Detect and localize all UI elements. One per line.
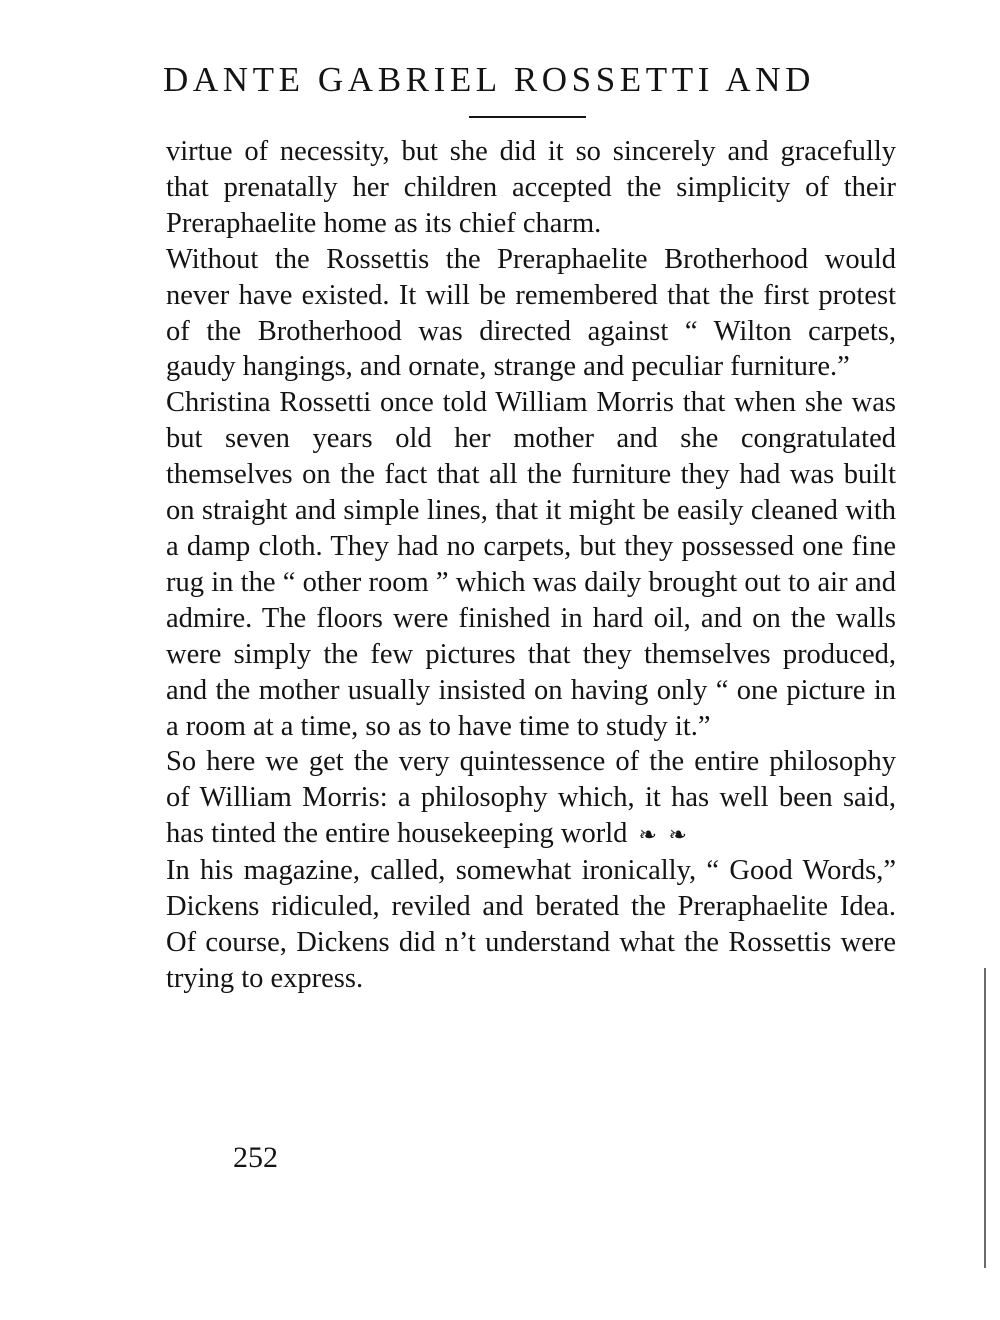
paragraph: Without the Rossettis the Preraphaelite Brotherhood would never have existed. It will be remembered that the first protest of the Brotherhood was directed against “ Wilton carpets, gaudy hangings, and ornate, strange and peculiar furniture.” xyxy=(166,243,896,383)
header-rule xyxy=(469,116,586,118)
page-number: 252 xyxy=(233,1141,278,1174)
paragraph-text: So here we get the very quintessence of the entire philosophy of William Morris: a philosophy which, it has well been said, has tinted the entire housekeeping world xyxy=(166,746,896,850)
running-head: DANTE GABRIEL ROSSETTI AND xyxy=(163,60,816,99)
scan-edge-line xyxy=(984,968,986,1268)
paragraph-with-ornament xyxy=(166,744,896,853)
body-text xyxy=(166,134,896,997)
fleuron-ornament-icon: ❧ ❧ xyxy=(638,822,690,848)
paragraph: In his magazine, called, somewhat ironically, “ Good Words,” Dickens ridiculed, reviled and berated the Preraphaelite Idea. Of course, Dickens did n’t understand what the Rossettis were trying to express. xyxy=(166,855,896,994)
paragraph: virtue of necessity, but she did it so sincerely and gracefully that prenatally her children accepted the simplicity of their Preraphaelite home as its chief charm. xyxy=(166,136,896,239)
paragraph: Christina Rossetti once told William Morris that when she was but seven years old her mother and she congratulated themselves on the fact that all the furniture they had was built on straight and simple lines, that it might be easily cleaned with a damp cloth. They had no carpets, but they possessed one fine rug in the “ other room ” which was daily brought out to air and admire. The floors were finished in hard oil, and on the walls were simply the few pictures that they themselves produced, and the mother usually insisted on having only “ one picture in a room at a time, so as to have time to study it.” xyxy=(166,387,896,742)
